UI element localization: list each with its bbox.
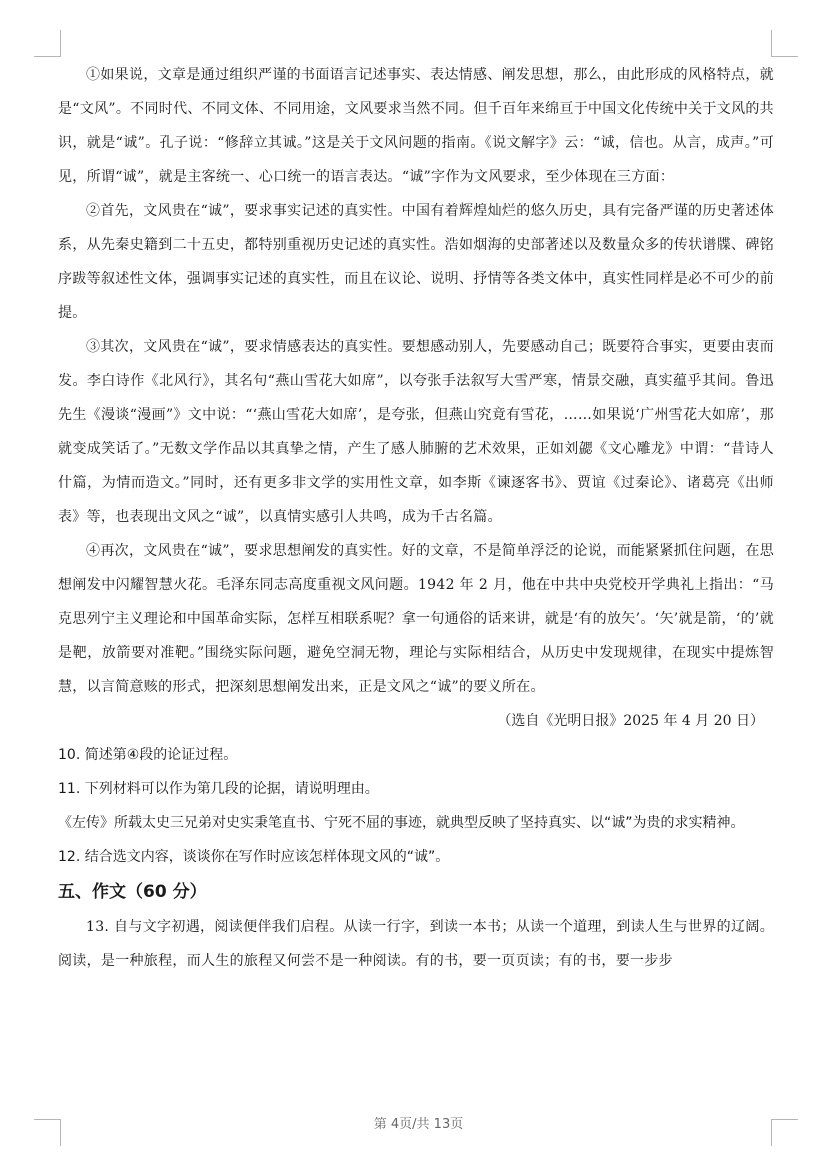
passage-source: （选自《光明日报》2025 年 4 月 20 日）	[497, 713, 764, 729]
passage-paragraph-4: ④再次，文风贵在“诚”，要求思想阐发的真实性。好的文章，不是简单浮泛的论说，而能紧紧抓住问题，在思想阐发中闪耀智慧火花。毛泽东同志高度重视文风问题。1942 年 2 月，他在中共中央党校开学典礼上指出：“马克思列宁主义理论和中国革命实际，怎样互相联系呢？拿一句通俗的话来讲，就是‘有的放矢’。‘矢’就是箭，‘的’就是靶，放箭要对准靶。”围绕实际问题，避免空洞无物，理论与实际相结合，从历史中发现规律，在现实中提炼智慧，以言简意赅的形式，把深刻思想阐发出来，正是文风之“诚”的要义所在。	[58, 543, 774, 695]
question-11: 11. 下列材料可以作为第几段的论据，请说明理由。	[58, 781, 379, 797]
crop-mark-top-right	[771, 30, 798, 57]
passage-paragraph-1: ①如果说，文章是通过组织严谨的书面语言记述事实、表达情感、阐发思想，那么，由此形成的风格特点，就是“文风”。不同时代、不同文体、不同用途，文风要求当然不同。但千百年来绵亘于中国文化传统中关于文风的共识，就是“诚”。孔子说：“修辞立其诚。”这是关于文风问题的指南。《说文解字》云：“诚，信也。从言，成声。”可见，所谓“诚”，就是主客统一、心口统一的语言表达。“诚”字作为文风要求，至少体现在三方面：	[58, 67, 774, 185]
crop-mark-top-left	[34, 30, 61, 57]
question-10: 10. 简述第④段的论证过程。	[58, 747, 238, 763]
passage-paragraph-2: ②首先，文风贵在“诚”，要求事实记述的真实性。中国有着辉煌灿烂的悠久历史，具有完备严谨的历史著述体系，从先秦史籍到二十五史，都特别重视历史记述的真实性。浩如烟海的史部著述以及数量众多的传状谱牒、碑铭序跋等叙述性文体，强调事实记述的真实性，而且在议论、说明、抒情等各类文体中，真实性同样是必不可少的前提。	[58, 203, 774, 321]
question-12: 12. 结合选文内容，谈谈你在写作时应该怎样体现文风的“诚”。	[58, 849, 450, 865]
essay-prompt: 13. 自与文字初遇，阅读便伴我们启程。从读一行字，到读一本书；从读一个道理，到读人生与世界的辽阔。阅读，是一种旅程，而人生的旅程又何尝不是一种阅读。有的书，要一页页读；有的书，要一步步	[58, 919, 774, 969]
question-11-material: 《左传》所载太史三兄弟对史实秉笔直书、宁死不屈的事迹，就典型反映了坚持真实、以“诚”为贵的求实精神。	[58, 815, 745, 831]
passage-paragraph-3: ③其次，文风贵在“诚”，要求情感表达的真实性。要想感动别人，先要感动自己；既要符合事实，更要由衷而发。李白诗作《北风行》，其名句“燕山雪花大如席”，以夸张手法叙写大雪严寒，情景交融，真实蕴乎其间。鲁迅先生《漫谈“漫画”》文中说：“‘燕山雪花大如席’，是夸张，但燕山究竟有雪花，……如果说‘广州雪花大如席’，那就变成笑话了。”无数文学作品以其真挚之情，产生了感人肺腑的艺术效果，正如刘勰《文心雕龙》中谓：“昔诗人什篇，为情而造文。”同时，还有更多非文学的实用性文章，如李斯《谏逐客书》、贾谊《过秦论》、诸葛亮《出师表》等，也表现出文风之“诚”，以真情实感引人共鸣，成为千古名篇。	[58, 339, 774, 525]
section-title: 五、作文（60 分）	[58, 882, 207, 902]
page-footer: 第 4页/共 13页	[373, 1117, 464, 1132]
page-content	[58, 58, 774, 978]
